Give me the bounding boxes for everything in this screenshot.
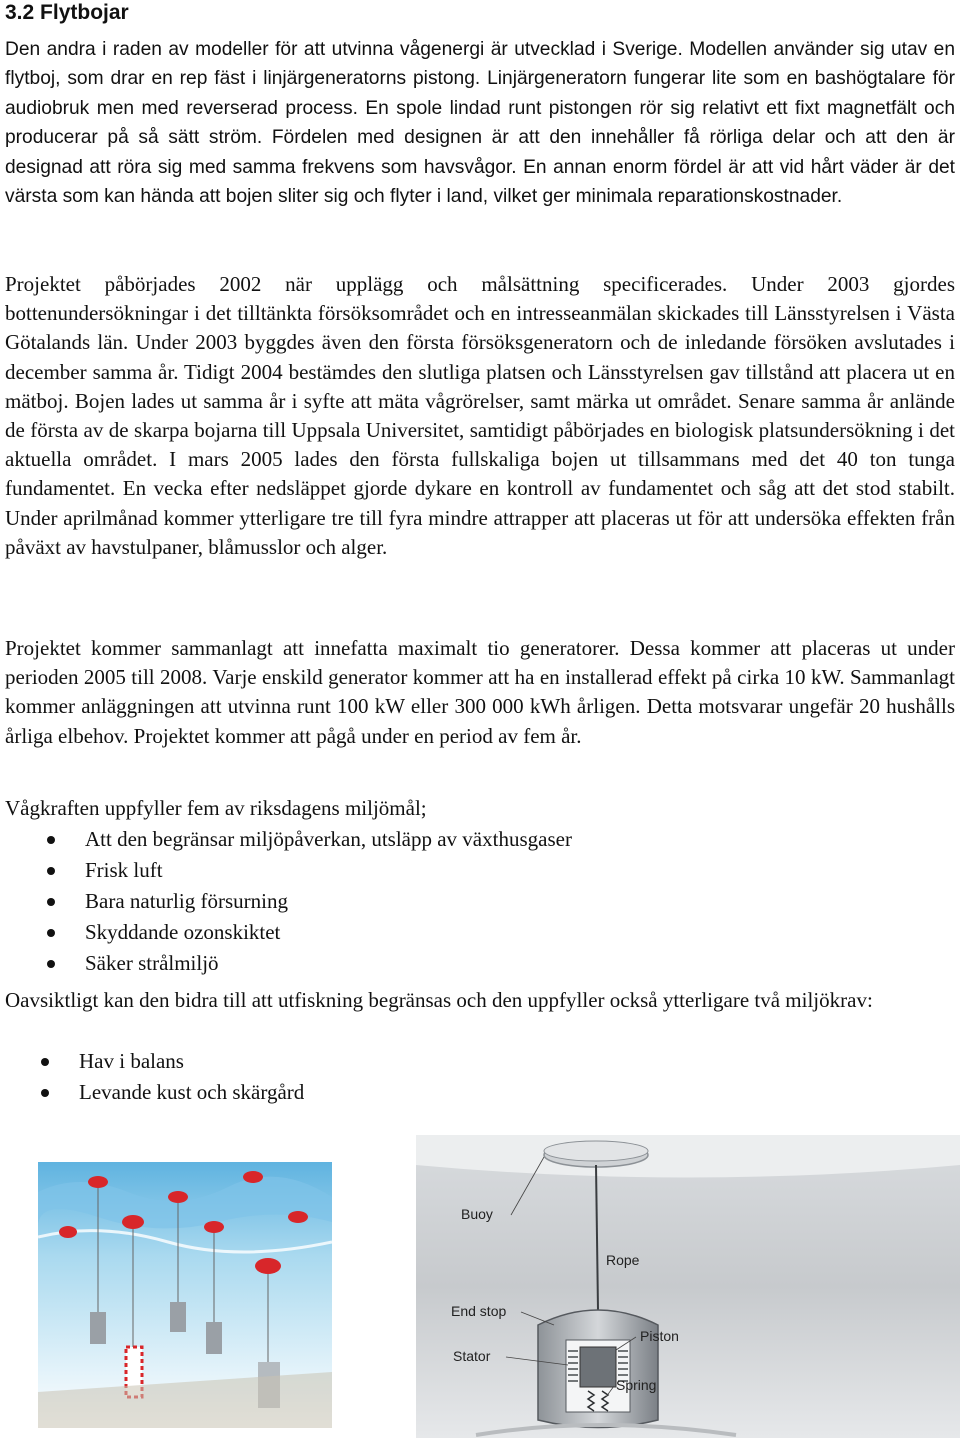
list-item: Att den begränsar miljöpåverkan, utsläpp av växthusgaser	[5, 824, 572, 855]
buoy-icon	[243, 1171, 263, 1183]
list-item: Säker strålmiljö	[5, 948, 572, 979]
bullet-icon	[47, 836, 55, 844]
label-buoy: Buoy	[461, 1206, 493, 1222]
list-item: Skyddande ozonskiktet	[5, 917, 572, 948]
generator-cutaway-diagram	[416, 1135, 960, 1438]
list-item: Hav i balans	[5, 1046, 304, 1077]
extra-goals-list	[5, 1046, 304, 1108]
goals-intro: Vågkraften uppfyller fem av riksdagens miljömål;	[5, 796, 427, 820]
generator-icon	[90, 1312, 106, 1344]
buoy-icon	[168, 1191, 188, 1203]
bullet-icon	[47, 929, 55, 937]
label-piston: Piston	[640, 1328, 679, 1344]
project-history-paragraph: Projektet påbörjades 2002 när upplägg och målsättning specificerades. Under 2003 gjordes bottenundersökningar i det tilltänkta försöksområdet och en intresseanmälan skickades till Länsstyrelsen i Västa Götalands län. Under 2003 byggdes även den första försöksgeneratorn och de inledande försöken avslutades i december samma år. Tidigt 2004 bestämdes den slutliga platsen och Länsstyrelsen gav tillstånd att placera ut en mätboj. Bojen lades ut samma år i syfte att mäta vågrörelser, samt märka ut området. Senare samma år anlände de första av de skarpa bojarna till Uppsala Universitet, samtidigt påbörjades en biologisk platsundersökning i det aktuella området. I mars 2005 lades den första fullskaliga bojen ut tillsammans med det 40 ton tunga fundamentet. En vecka efter nedsläppet gjorde dykare en kontroll av fundamentet och såg att det stod stabilt. Under aprilmånad kommer ytterligare tre till fyra mindre attrapper att placeras ut för att undersöka effekten från påväxt av havstulpaner, blåmusslor och alger.	[5, 272, 955, 559]
generator-icon	[206, 1322, 222, 1354]
section-heading: 3.2 Flytbojar	[5, 1, 129, 24]
buoy-icon	[204, 1221, 224, 1233]
buoy-icon	[255, 1258, 281, 1274]
list-item: Bara naturlig försurning	[5, 886, 572, 917]
generator-icon	[170, 1302, 186, 1332]
bullet-icon	[47, 960, 55, 968]
water-surface	[416, 1135, 960, 1178]
label-stator: Stator	[453, 1348, 491, 1364]
bullet-icon	[47, 898, 55, 906]
extra-goals-intro: Oavsiktligt kan den bidra till att utfiskning begränsas och den uppfyller också ytterligare två miljökrav:	[5, 988, 873, 1012]
list-item: Frisk luft	[5, 855, 572, 886]
wave-park-illustration	[38, 1162, 332, 1428]
buoy-icon	[122, 1215, 144, 1229]
label-spring: Spring	[616, 1377, 657, 1393]
buoy-icon	[288, 1211, 308, 1223]
buoy-icon	[88, 1176, 108, 1188]
piston-icon	[580, 1347, 616, 1387]
buoy-icon	[59, 1226, 77, 1238]
intro-paragraph: Den andra i raden av modeller för att utvinna vågenergi är utvecklad i Sverige. Modellen använder sig utav en flytboj, som drar en rep fäst i linjärgeneratorns pistong. Linjärgeneratorn fungerar lite som en bashögtalare för audiobruk men med reverserad process. En spole lindad runt pistongen rör sig relativt ett fixt magnetfält och producerar på så sätt ström. Fördelen med designen är att den innehåller få rörliga delar och att den är designad att röra sig med samma frekvens som havsvågor. En annan enorm fördel är att vid hårt väder är det värsta som kan hända att bojen sliter sig och flyter i land, vilket ger minimala reparationskostnader.	[5, 39, 955, 208]
label-rope: Rope	[606, 1252, 640, 1268]
bullet-icon	[41, 1058, 49, 1066]
bullet-icon	[41, 1089, 49, 1097]
diagram-background	[416, 1135, 960, 1438]
bullet-icon	[47, 867, 55, 875]
goals-list	[5, 824, 572, 979]
project-scope-paragraph: Projektet kommer sammanlagt att innefatta maximalt tio generatorer. Dessa kommer att placeras ut under perioden 2005 till 2008. Varje enskild generator kommer att ha en installerad effekt på cirka 10 kW. Sammanlagt kommer anläggningen att utvinna runt 100 kW eller 300 000 kWh årligen. Detta motsvarar ungefär 20 hushålls årliga elbehov. Projektet kommer att pågå under en period av fem år.	[5, 636, 955, 748]
buoy-top	[544, 1141, 648, 1161]
label-end-stop: End stop	[451, 1303, 507, 1319]
list-item: Levande kust och skärgård	[5, 1077, 304, 1108]
